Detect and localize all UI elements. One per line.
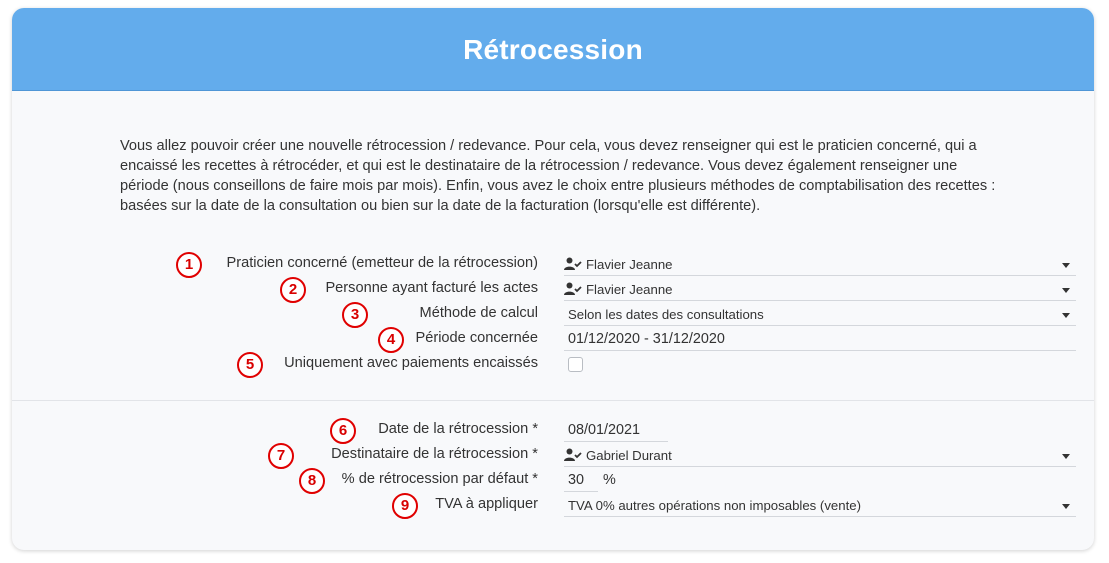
factureur-value: Flavier Jeanne	[586, 281, 673, 297]
chevron-down-icon	[1062, 454, 1070, 459]
periode-value: 01/12/2020 - 31/12/2020	[568, 331, 725, 347]
factureur-select[interactable]	[564, 278, 1076, 301]
praticien-value: Flavier Jeanne	[586, 256, 673, 272]
step-badge: 2	[280, 277, 306, 303]
pourcentage-value: 30	[568, 472, 585, 488]
chevron-down-icon	[1062, 288, 1070, 293]
destinataire-value: Gabriel Durant	[586, 447, 672, 463]
encaisses-label: Uniquement avec paiements encaissés	[284, 355, 538, 371]
periode-label: Période concernée	[415, 330, 538, 346]
form-row-encaisses	[12, 353, 1094, 377]
section-divider	[12, 400, 1094, 401]
form-row-methode	[12, 303, 1094, 327]
pourcentage-label: % de rétrocession par défaut *	[341, 471, 538, 487]
form-row-periode	[12, 328, 1094, 352]
destinataire-label: Destinataire de la rétrocession *	[331, 446, 538, 462]
step-badge: 3	[342, 302, 368, 328]
methode-label: Méthode de calcul	[419, 305, 538, 321]
user-check-icon	[564, 257, 582, 271]
date-input[interactable]	[564, 419, 668, 442]
praticien-label: Praticien concerné (emetteur de la rétrocession)	[226, 255, 538, 271]
step-badge: 1	[176, 252, 202, 278]
form-row-destinataire	[12, 444, 1094, 468]
step-badge: 4	[378, 327, 404, 353]
form-row-factureur	[12, 278, 1094, 302]
destinataire-select[interactable]	[564, 444, 1076, 467]
form-row-date	[12, 419, 1094, 443]
form-row-pourcentage	[12, 469, 1094, 493]
step-badge: 8	[299, 468, 325, 494]
encaisses-checkbox[interactable]	[568, 357, 583, 372]
percent-unit: %	[603, 472, 616, 488]
chevron-down-icon	[1062, 504, 1070, 509]
intro-text: Vous allez pouvoir créer une nouvelle rétrocession / redevance. Pour cela, vous devez renseigner qui est le praticien concerné, qui a encaissé les recettes à rétrocéder, et qui est le destinataire de la rétrocession / redevance. Vous devez également renseigner une période (nous conseillons de faire mois par mois). Enfin, vous avez le choix entre plusieurs méthodes de comptabilisation des recettes : basées sur la date de la consultation ou bien sur la date de la facturation (lorsqu'elle est différente).	[120, 138, 996, 214]
praticien-select[interactable]	[564, 253, 1076, 276]
date-value: 08/01/2021	[568, 422, 641, 438]
user-check-icon	[564, 282, 582, 296]
methode-select[interactable]	[564, 303, 1076, 326]
pourcentage-input[interactable]	[564, 469, 598, 492]
factureur-label: Personne ayant facturé les actes	[325, 280, 538, 296]
tva-label: TVA à appliquer	[435, 496, 538, 512]
periode-input[interactable]	[564, 328, 1076, 351]
form-row-tva	[12, 494, 1094, 518]
step-badge: 6	[330, 418, 356, 444]
date-label: Date de la rétrocession *	[378, 421, 538, 437]
step-badge: 9	[392, 493, 418, 519]
chevron-down-icon	[1062, 313, 1070, 318]
user-check-icon	[564, 448, 582, 462]
retrocession-panel	[12, 8, 1094, 550]
form-row-praticien	[12, 253, 1094, 277]
step-badge: 5	[237, 352, 263, 378]
methode-value: Selon les dates des consultations	[568, 306, 764, 322]
chevron-down-icon	[1062, 263, 1070, 268]
page-title: Rétrocession	[463, 34, 643, 65]
panel-header	[12, 8, 1094, 91]
tva-select[interactable]	[564, 494, 1076, 517]
step-badge: 7	[268, 443, 294, 469]
tva-value: TVA 0% autres opérations non imposables (vente)	[568, 497, 861, 513]
